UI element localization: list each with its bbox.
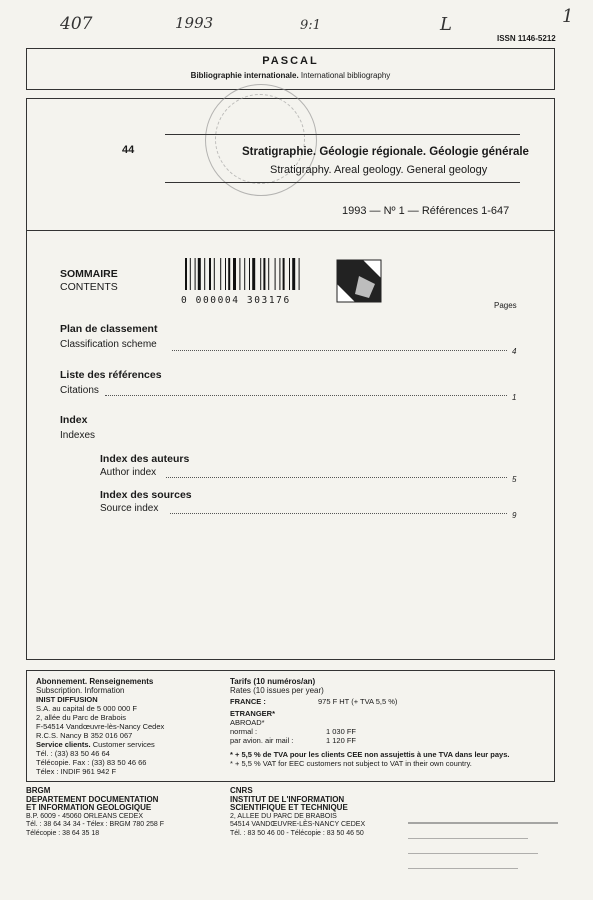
barcode-bar (279, 258, 280, 290)
handwritten-mark: 9:1 (300, 18, 321, 33)
barcode-bar (204, 258, 205, 290)
barcode-bar (275, 258, 276, 290)
toc-item-fr: Index des auteurs (100, 453, 190, 465)
barcode-bar (268, 258, 269, 290)
handwritten-letter: L (440, 14, 452, 35)
section-number: 44 (122, 144, 135, 156)
barcode-bar (249, 258, 250, 290)
toc-item-fr: Liste des références (60, 369, 162, 381)
toc-item-en: Author index (100, 467, 157, 478)
header-box (26, 48, 555, 90)
barcode-bar (190, 258, 191, 290)
brgm-block: BRGM DEPARTEMENT DOCUMENTATION ET INFORMATION GEOLOGIQUE B.P. 6009 - 45060 ORLEANS CEDEX Tél. : 38 64 34 34 - Télex : BRGM 780 258 F Télécopie : 38 64 35 18 (26, 786, 164, 837)
toc-item-page: 9 (512, 511, 517, 520)
barcode-bar (228, 258, 230, 290)
barcode-bar (233, 258, 236, 290)
barcode-bar (239, 258, 240, 290)
toc-item-fr: Plan de classement (60, 323, 158, 335)
sommaire-heading: SOMMAIRE (60, 268, 118, 280)
toc-item-en: Citations (60, 385, 99, 396)
barcode-digits: 0 000004 303176 (181, 295, 291, 306)
handwritten-page-number: 1 (562, 6, 574, 27)
toc-item-page: 4 (512, 347, 517, 356)
toc-item-fr: Index des sources (100, 489, 192, 501)
contents-heading: CONTENTS (60, 281, 118, 293)
issn: ISSN 1146-5212 (497, 34, 556, 43)
barcode-bar (252, 258, 255, 290)
toc-item-en: Classification scheme (60, 339, 157, 350)
barcode-bar (209, 258, 211, 290)
journal-subtitle: Bibliographie internationale. International bibliography (190, 71, 391, 80)
section-title-en: Stratigraphy. Areal geology. General geology (270, 164, 488, 176)
rates-block: Tarifs (10 numéros/an) Rates (10 issues per year) FRANCE : 975 F HT (+ TVA 5,5 %) ETRANGER* ABROAD* normal : 1 030 FF par avion. air mail : 1 120 FF * + 5,5 % de TVA pour les clients CEE non assujettis à une TVA dans leur pays. * + 5,5 % VAT for EEC customers not subject to VAT in their own country. (230, 677, 510, 768)
handwritten-code: 407 (60, 14, 93, 34)
barcode (185, 258, 325, 296)
barcode-bar (289, 258, 290, 290)
barcode-bar (299, 258, 300, 290)
acquisition-stamp (408, 810, 558, 880)
issue-line: 1993 — Nº 1 — Références 1-647 (342, 205, 510, 217)
toc-item-page: 5 (512, 475, 517, 484)
barcode-bar (283, 258, 285, 290)
section-title-fr: Stratigraphie. Géologie régionale. Géologie générale (242, 146, 529, 158)
publisher-logo (335, 258, 383, 304)
barcode-bar (214, 258, 215, 290)
journal-title: PASCAL (262, 55, 319, 67)
barcode-bar (198, 258, 201, 290)
pages-label: Pages (494, 301, 517, 310)
toc-item-fr: Index (60, 414, 88, 426)
handwritten-year: 1993 (175, 14, 214, 32)
toc-item-en: Source index (100, 503, 159, 514)
barcode-bar (292, 258, 295, 290)
subscription-block: Abonnement. Renseignements Subscription. Information INIST DIFFUSION S.A. au capital de 5 000 000 F 2, allée du Parc de Brabois F-54514 Vandœuvre-lès-Nancy Cedex R.C.S. Nancy B 352 016 067 Service clients. Customer services Tél. : (33) 83 50 46 64 Télécopie. Fax : (33) 83 50 46 66 Télex : INDIF 961 942 F (36, 677, 165, 776)
barcode-bar (244, 258, 245, 290)
cnrs-block: CNRS INSTITUT DE L'INFORMATION SCIENTIFIQUE ET TECHNIQUE 2, ALLEE DU PARC DE BRABOIS 54514 VANDŒUVRE-LÈS-NANCY CEDEX Tél. : 83 50 46 00 - Télécopie : 83 50 46 50 (230, 786, 366, 837)
toc-item-en: Indexes (60, 430, 96, 441)
barcode-bar (260, 258, 261, 290)
barcode-bar (185, 258, 187, 290)
barcode-bar (225, 258, 226, 290)
barcode-bar (263, 258, 265, 290)
barcode-bar (220, 258, 221, 290)
toc-item-page: 1 (512, 393, 517, 402)
barcode-bar (195, 258, 196, 290)
